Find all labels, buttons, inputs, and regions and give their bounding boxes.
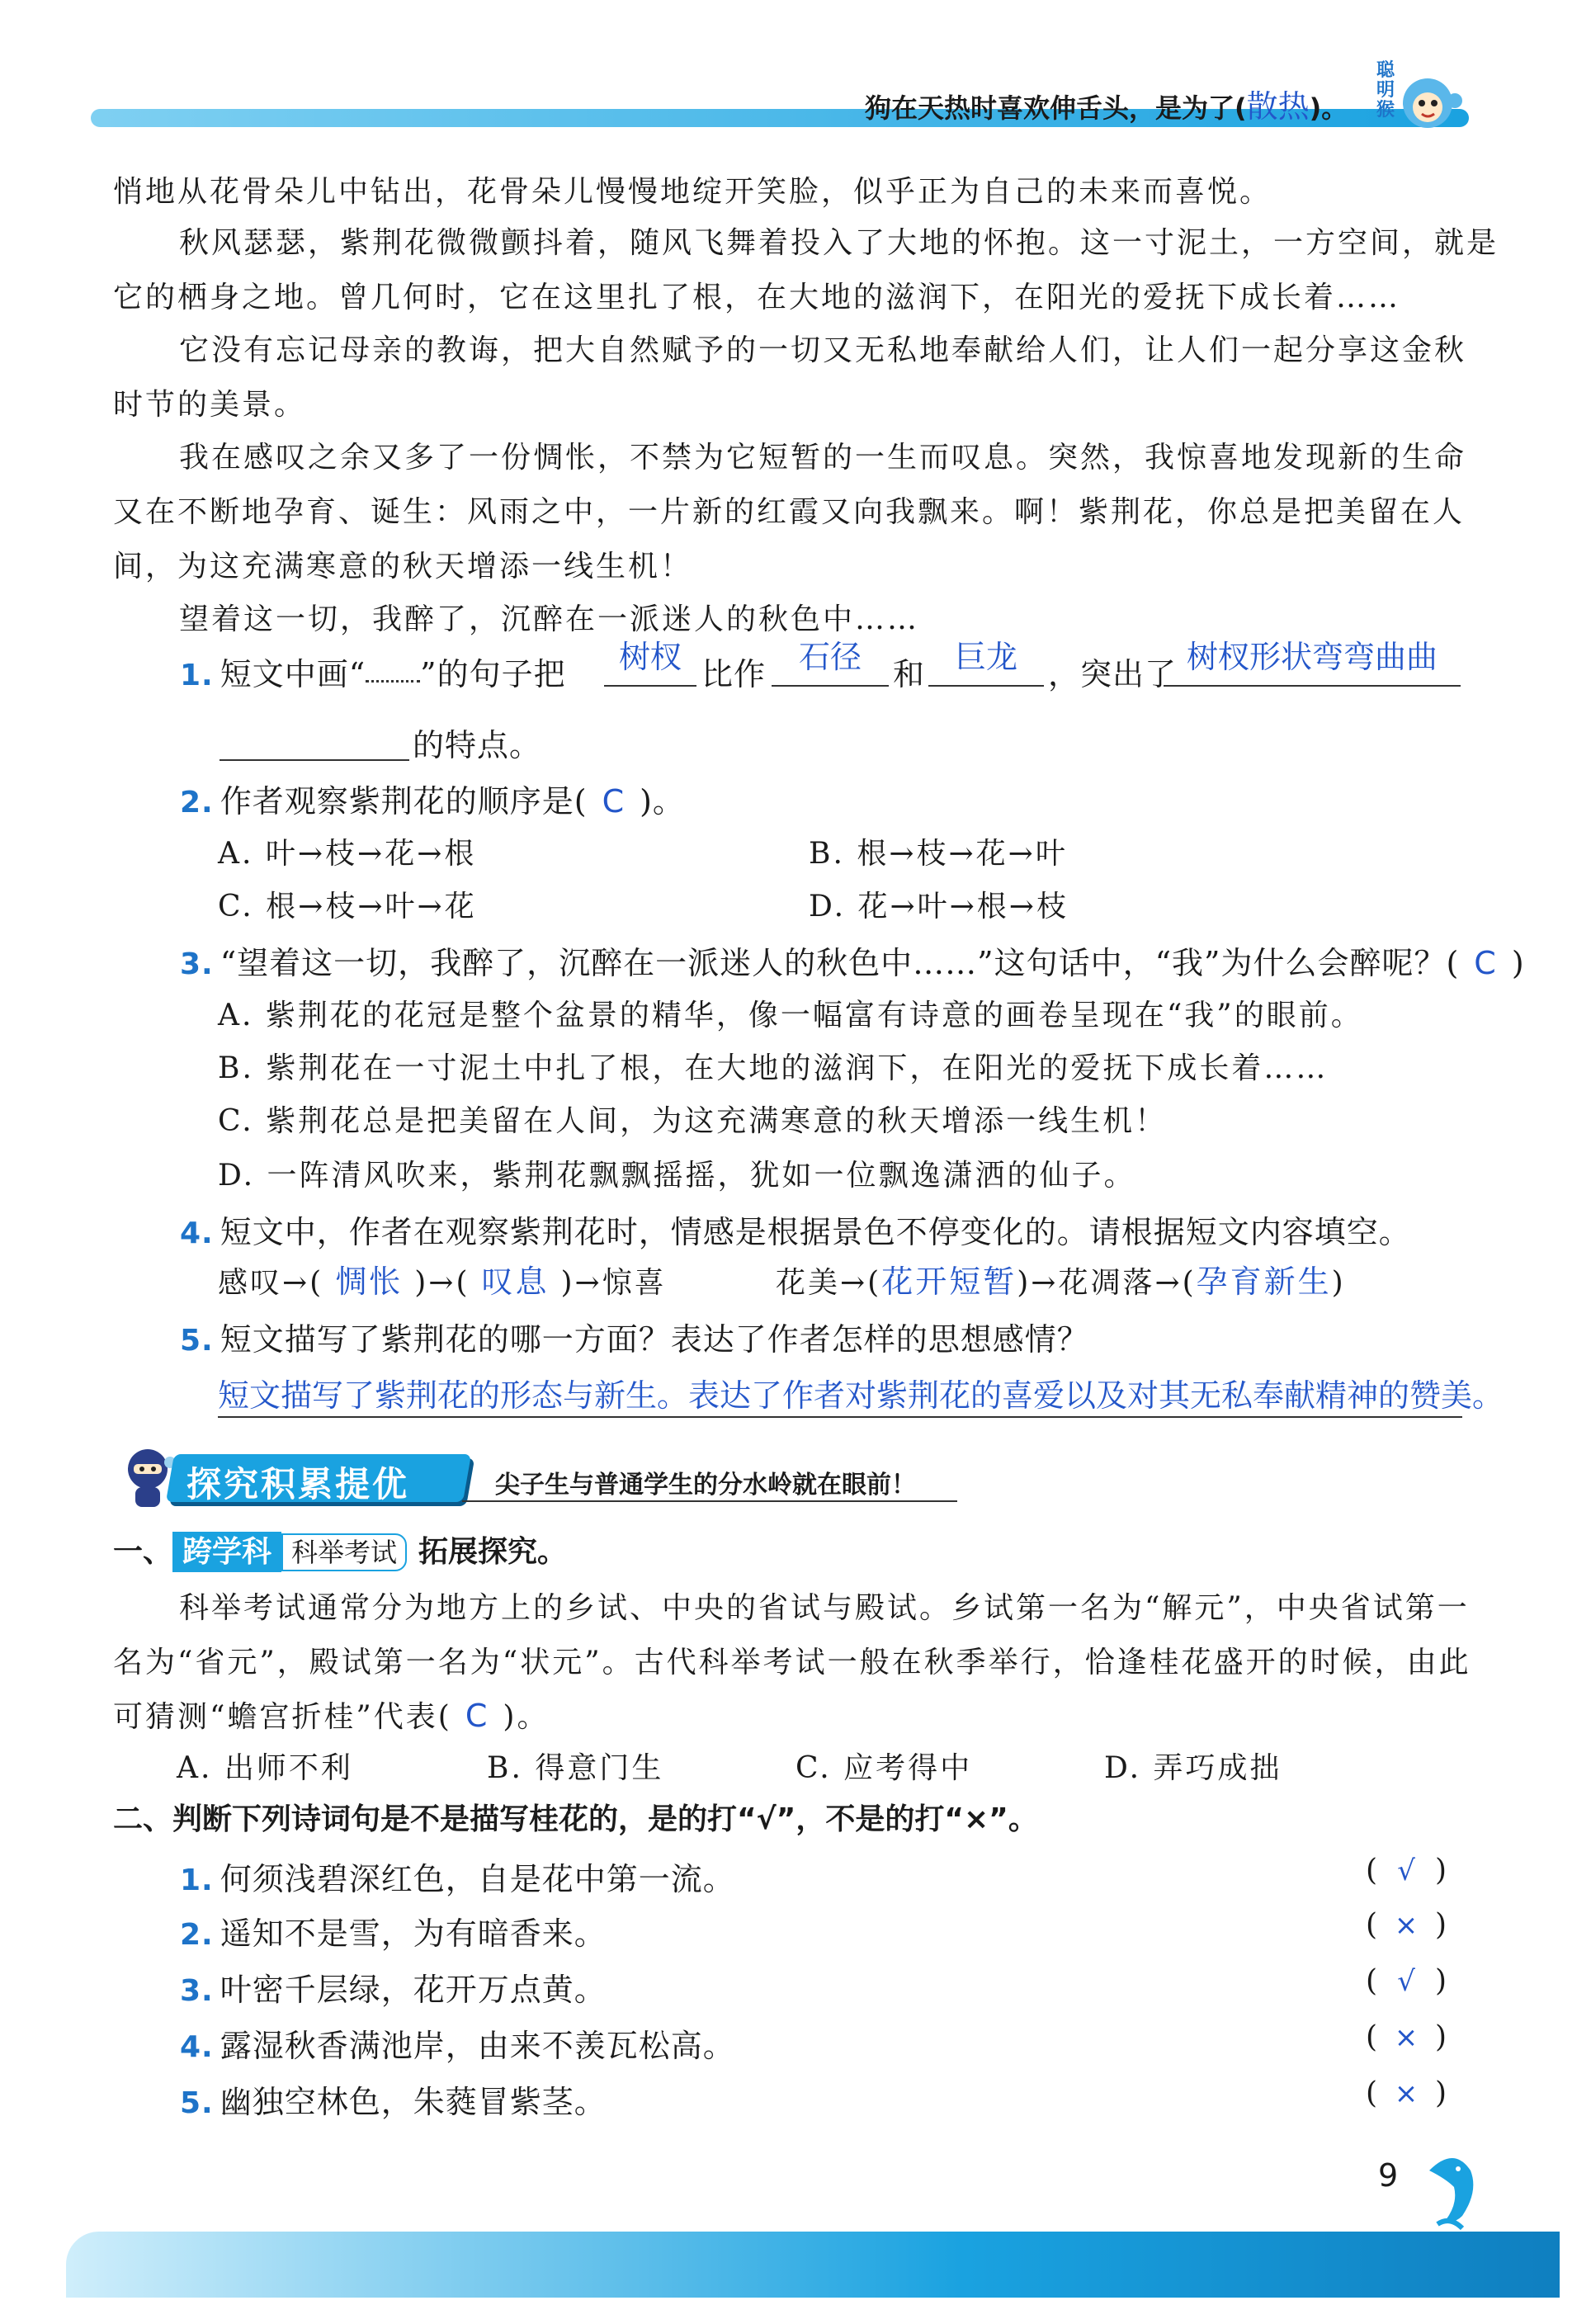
question-3: 3. “望着这一切，我醉了，沉醉在一派迷人的秋色中……”这句话中，“我”为什么会醉呢？( C ) [180, 945, 1525, 981]
wavy-underline-mark [366, 672, 420, 683]
section-underline [462, 1500, 957, 1502]
q2-option[interactable]: D. 花→叶→根→枝 [809, 890, 1069, 923]
q2-option[interactable]: A. 叶→枝→花→根 [218, 837, 477, 871]
passage-line: 望着这一切，我醉了，沉醉在一派迷人的秋色中…… [179, 602, 920, 636]
page-number: 9 [1378, 2157, 1399, 2194]
q2-option[interactable]: B. 根→枝→花→叶 [809, 837, 1068, 871]
q1-text: 和 [893, 656, 926, 692]
dolphin-icon [1413, 2146, 1487, 2237]
part2-answer-box[interactable]: ( × ) [1366, 2020, 1447, 2054]
section-title-text: 探究积累提优 [186, 1464, 410, 1504]
passage-line: 秋风瑟瑟，紫荆花微微颤抖着，随风飞舞着投入了大地的怀抱。这一寸泥土，一方空间，就是 [179, 226, 1499, 260]
question-5: 5. 短文描写了紫荆花的哪一方面？表达了作者怎样的思想感情？ [180, 1321, 1089, 1358]
passage-line: 又在不断地孕育、诞生：风雨之中，一片新的红霞又向我飘来。啊！紫荆花，你总是把美留在人 [113, 495, 1466, 529]
question-2: 2. 作者观察紫荆花的顺序是( C )。 [180, 783, 685, 820]
part1-text: 科举考试通常分为地方上的乡试、中央的省试与殿试。乡试第一名为“解元”，中央省试第一 [179, 1591, 1470, 1625]
part1-option[interactable]: D. 弄巧成拙 [1104, 1751, 1282, 1785]
q1-text: 比作 [701, 656, 767, 692]
passage-line: 它没有忘记母亲的教诲，把大自然赋予的一切又无私地奉献给人们，让人们一起分享这金秋 [179, 333, 1467, 367]
q1-blank-2[interactable]: 石径 [772, 649, 889, 687]
question-4: 4. 短文中，作者在观察紫荆花时，情感是根据景色不停变化的。请根据短文内容填空。 [180, 1214, 1411, 1250]
part2-answer-box[interactable]: ( × ) [1366, 1908, 1447, 1942]
part2-item: 5. 幽独空林色，朱蕤冒紫茎。 [180, 2084, 607, 2120]
part2-item: 4. 露湿秋香满池岸，由来不羡瓦松高。 [180, 2028, 735, 2064]
q5-answer-line [218, 1416, 1462, 1418]
passage-line: 间，为这充满寒意的秋天增添一线生机！ [113, 550, 693, 583]
interdisciplinary-tag: 跨学科 [172, 1532, 281, 1572]
q1-blank-4-cont[interactable] [220, 726, 409, 761]
part1-text: 名为“省元”，殿试第一名为“状元”。古代科举考试一般在秋季举行，恰逢桂花盛开的时候，由此 [113, 1646, 1471, 1679]
monkey-logo-icon [1376, 58, 1467, 140]
q5-answer: 短文描写了紫荆花的形态与新生。表达了作者对紫荆花的喜爱以及对其无私奉献精神的赞美。 [218, 1377, 1504, 1414]
passage-line: 悄地从花骨朵儿中钻出，花骨朵儿慢慢地绽开笑脸，似乎正为自己的未来而喜悦。 [113, 175, 1272, 209]
q2-option[interactable]: C. 根→枝→叶→花 [218, 890, 477, 923]
header-tip: 狗在天热时喜欢伸舌头，是为了(散热)。 [865, 88, 1348, 125]
passage-line: 它的栖身之地。曾几何时，它在这里扎了根，在大地的滋润下，在阳光的爱抚下成长着…… [113, 281, 1401, 314]
q4-scene-chain: 花美→(花开短暂)→花凋落→(孕育新生) [776, 1264, 1346, 1300]
q3-option[interactable]: A. 紫荆花的花冠是整个盆景的精华，像一幅富有诗意的画卷呈现在“我”的眼前。 [218, 999, 1363, 1032]
part2-item: 1. 何须浅碧深红色，自是花中第一流。 [180, 1861, 735, 1897]
q1-text: 的特点。 [413, 727, 542, 763]
q3-option[interactable]: B. 紫荆花在一寸泥土中扎了根，在大地的滋润下，在阳光的爱抚下成长着…… [218, 1051, 1329, 1085]
q1-blank-1[interactable]: 树杈 [604, 649, 696, 687]
q3-option[interactable]: C. 紫荆花总是把美留在人间，为这充满寒意的秋天增添一线生机！ [218, 1104, 1168, 1138]
part1-question: 可猜测“蟾宫折桂”代表( C )。 [113, 1698, 550, 1734]
part1-option[interactable]: C. 应考得中 [796, 1751, 973, 1785]
q1-text: ，突出了 [1048, 656, 1178, 692]
q4-emotion-chain: 感叹→( 惆怅 )→( 叹息 )→惊喜 [218, 1264, 667, 1300]
part2-answer-box[interactable]: ( × ) [1366, 2076, 1447, 2110]
part2-item: 3. 叶密千层绿，花开万点黄。 [180, 1972, 607, 2008]
passage-line: 时节的美景。 [113, 388, 307, 422]
part1-option[interactable]: B. 得意门生 [487, 1751, 664, 1785]
q1-blank-3[interactable]: 巨龙 [928, 649, 1044, 687]
part2-answer-box[interactable]: ( √ ) [1366, 1854, 1447, 1887]
q1-blank-4[interactable]: 树杈形状弯弯曲曲 [1164, 649, 1461, 687]
part2-header: 二、判断下列诗词句是不是描写桂花的，是的打“√”，不是的打“×”。 [113, 1802, 1038, 1836]
footer-wave [66, 2232, 1560, 2298]
part1-header: 一、 跨学科 科举考试 拓展探究。 [113, 1528, 567, 1571]
section-slogan: 尖子生与普通学生的分水岭就在眼前！ [495, 1471, 916, 1500]
question-1: 1. 短文中画“ ”的句子把 [180, 656, 566, 692]
q3-option[interactable]: D. 一阵清风吹来，紫荆花飘飘摇摇，犹如一位飘逸潇洒的仙子。 [218, 1159, 1136, 1193]
part2-item: 2. 遥知不是雪，为有暗香来。 [180, 1915, 607, 1952]
exam-tag: 科举考试 [281, 1533, 407, 1571]
passage-line: 我在感叹之余又多了一份惆怅，不禁为它短暂的一生而叹息。突然，我惊喜地发现新的生命 [179, 441, 1467, 475]
part1-option[interactable]: A. 出师不利 [177, 1751, 353, 1785]
part2-answer-box[interactable]: ( √ ) [1366, 1964, 1447, 1998]
logo-text: 聪明猴 [1376, 60, 1395, 120]
